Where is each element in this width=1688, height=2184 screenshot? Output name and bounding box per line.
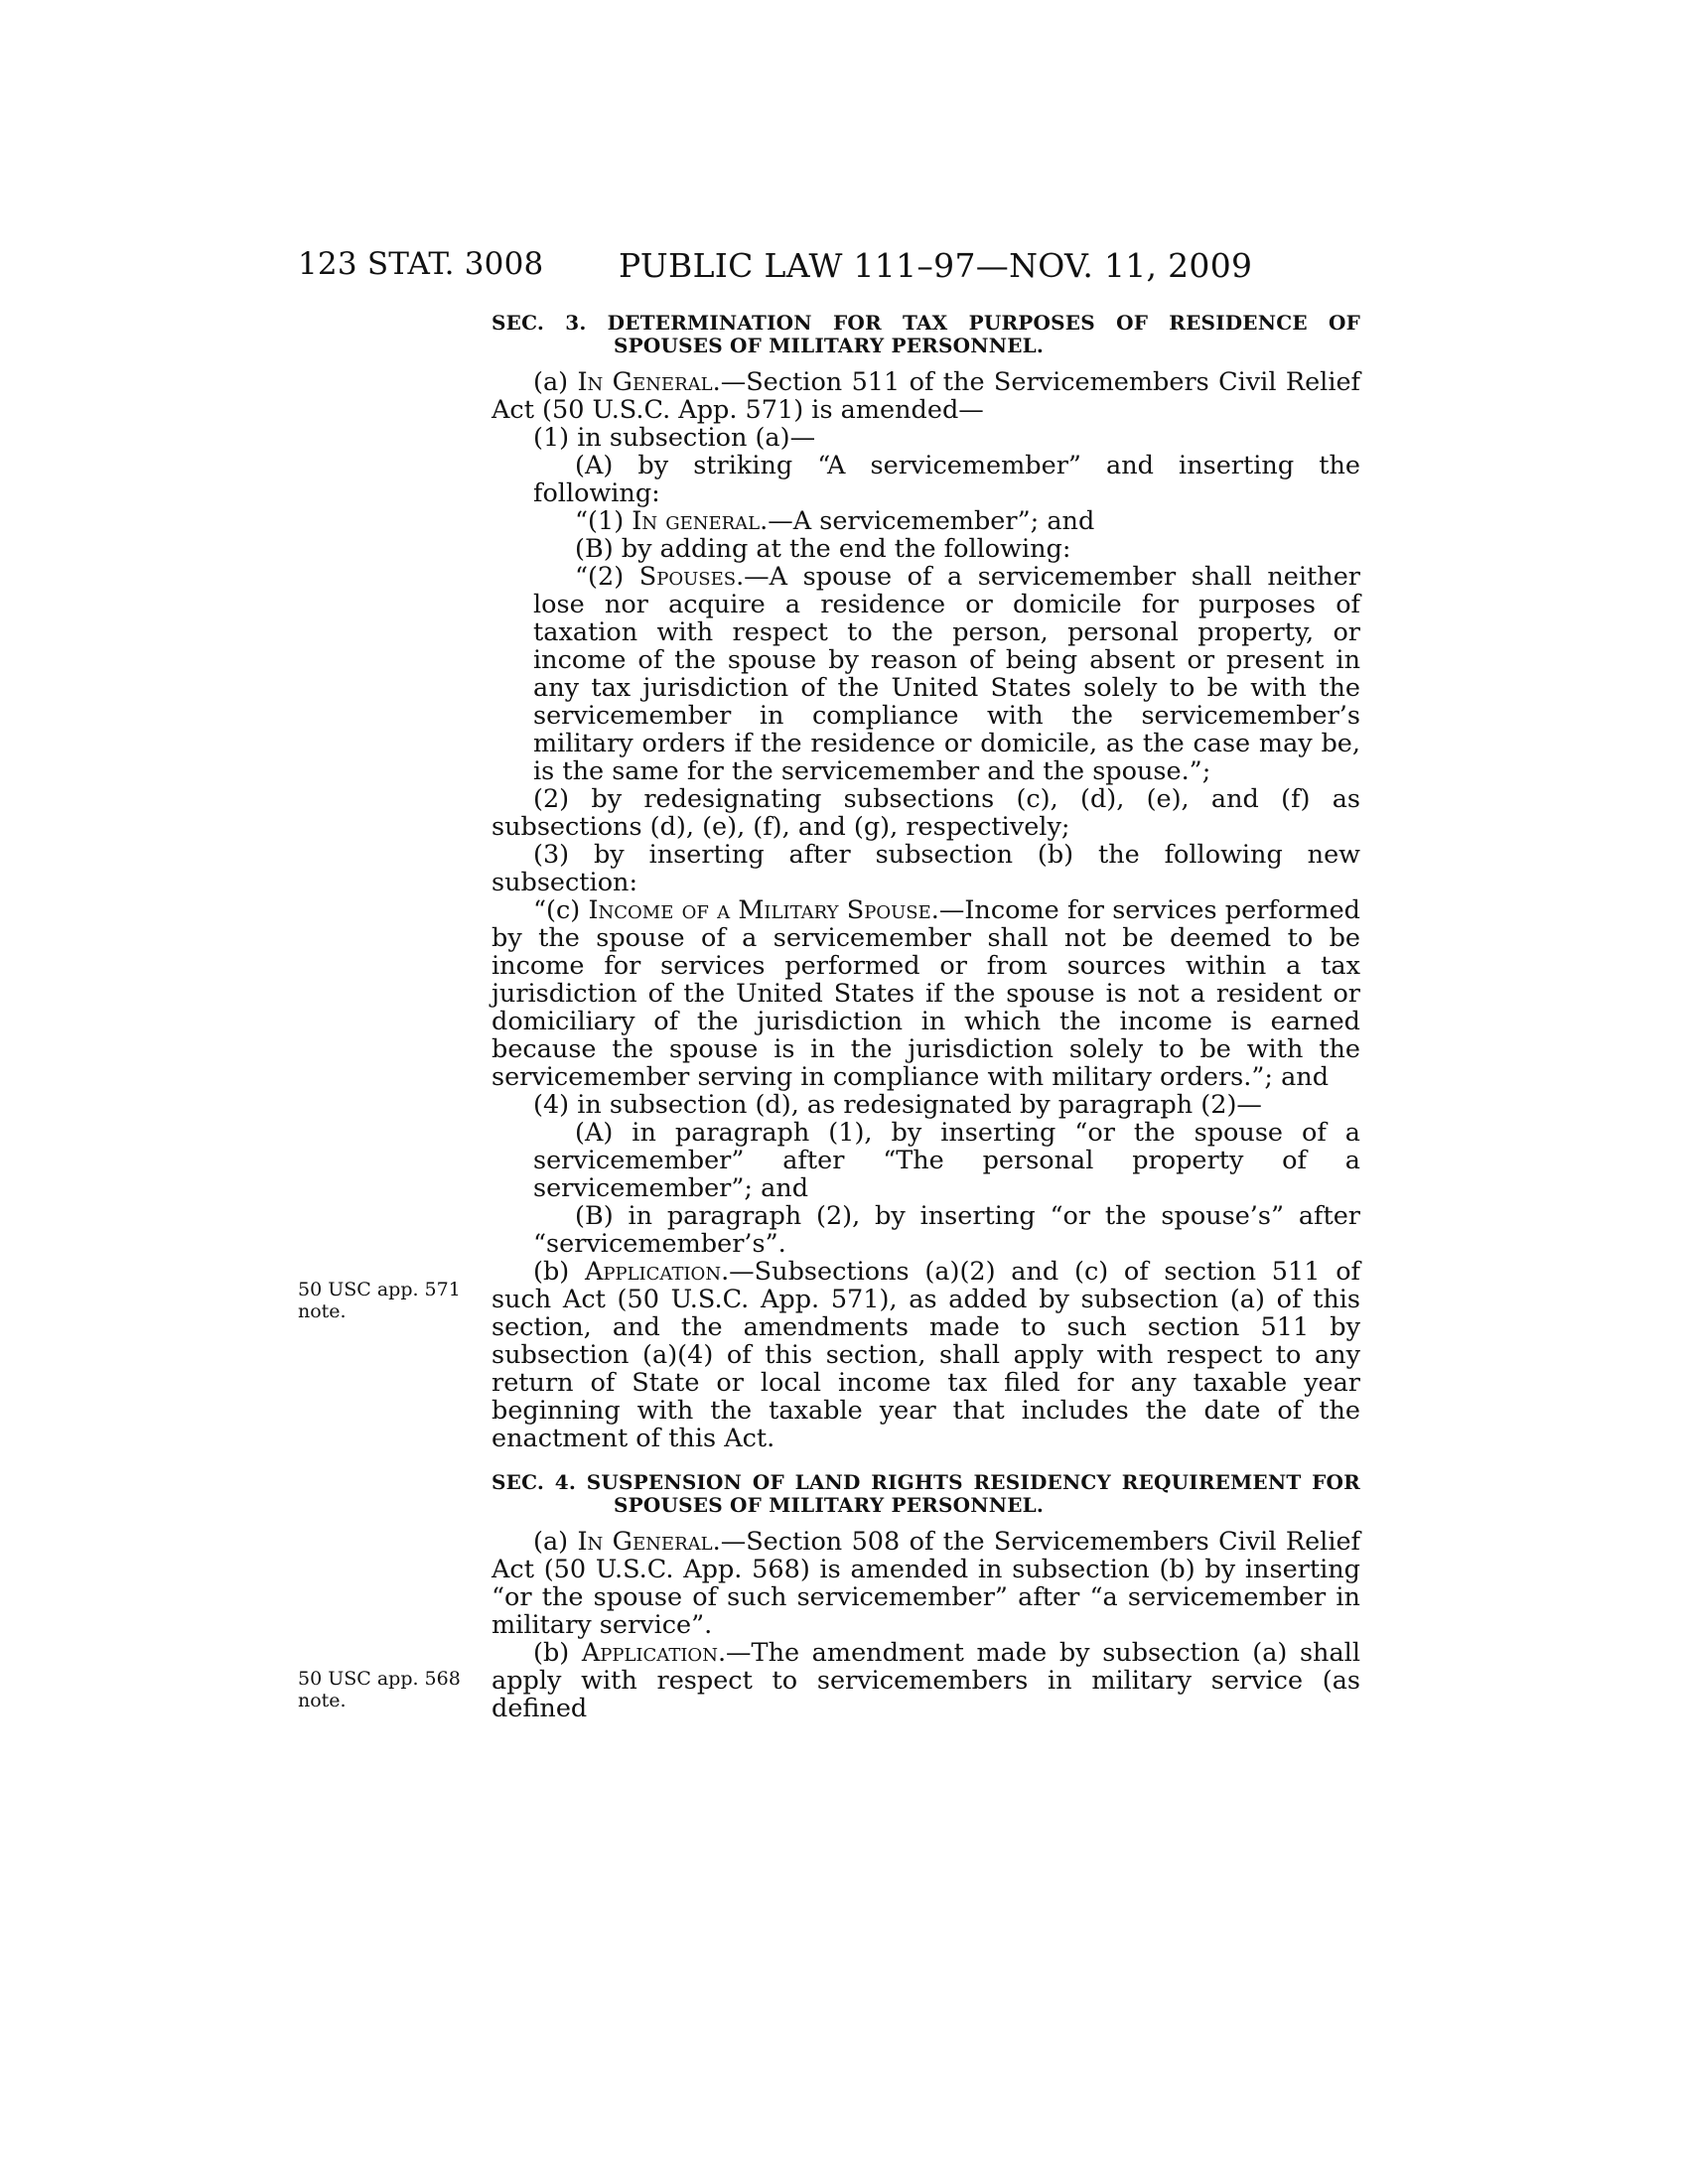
sec3-paragraph-4: (4) in subsection (d), as redesignated by paragraph (2)— <box>533 1090 1262 1120</box>
sec3-paragraph-1: (1) in subsection (a)— <box>533 423 816 453</box>
statute-reference: 123 STAT. 3008 <box>298 246 544 282</box>
margin-note-usc-571: 50 USC app. 571 note. <box>298 1279 461 1322</box>
section-3-heading: SEC. 3. DETERMINATION FOR TAX PURPOSES OF RESIDENCE OF SPOUSES OF MILITARY PERSONNEL. <box>492 311 1360 357</box>
quoted-paragraph-1: “(1) In general.—A servicemember”; and <box>575 506 1095 536</box>
sec3-subparagraph-1B: (B) by adding at the end the following: <box>575 534 1071 564</box>
sec3-subparagraph-4A: (A) in paragraph (1), by inserting “or the spouse of a servicemember” after “The personal property of a servicemember”; and <box>533 1118 1360 1203</box>
sec4-subsection-a: (a) In General.—Section 508 of the Servicemembers Civil Relief Act (50 U.S.C. App. 568) is amended in subsection (b) by inserting “or the spouse of such servicemember” after “a servicemember in military service”. <box>492 1527 1360 1640</box>
sec4-subsection-b: (b) Application.—The amendment made by subsection (a) shall apply with respect to servicemembers in military service (as defined <box>492 1638 1360 1723</box>
caption-spouses: Spouses <box>638 562 737 592</box>
quoted-subsection-c: “(c) Income of a Military Spouse.—Income for services performed by the spouse of a servicemember shall not be deemed to be income for services performed or from sources within a tax jurisdiction of the United States if the spouse is not a resident or domiciliary of the jurisdiction in which the income is earned because the spouse is in the jurisdiction solely to be with the servicemember serving in compliance with military orders.”; and <box>492 895 1360 1092</box>
sec3-subparagraph-1A: (A) by striking “A servicemember” and inserting the following: <box>533 451 1360 508</box>
sec3-paragraph-2: (2) by redesignating subsections (c), (d), (e), and (f) as subsections (d), (e), (f), and (g), respectively; <box>492 784 1360 842</box>
quoted-paragraph-2-spouses: “(2) Spouses.—A spouse of a servicemember shall neither lose nor acquire a residence or domicile for purposes of taxation with respect to the person, personal property, or income of the spouse by reason of being absent or present in any tax jurisdiction of the United States solely to be with the servicemember in compliance with the servicemember’s military orders if the residence or domicile, as the case may be, is the same for the servicemember and the spouse.”; <box>533 562 1360 786</box>
caption-in-general: In General <box>577 367 713 397</box>
sec3-subparagraph-4B: (B) in paragraph (2), by inserting “or the spouse’s” after “servicemember’s”. <box>533 1201 1360 1259</box>
margin-note-usc-568: 50 USC app. 568 note. <box>298 1668 461 1711</box>
page-header <box>298 246 1360 292</box>
sec3-subsection-a: (a) In General.—Section 511 of the Servicemembers Civil Relief Act (50 U.S.C. App. 571) is amended— <box>492 367 1360 425</box>
caption-in-general-quoted: In general <box>632 506 761 536</box>
caption-application: Application <box>584 1257 722 1287</box>
sec3-paragraph-3: (3) by inserting after subsection (b) the following new subsection: <box>492 840 1360 897</box>
body-column <box>492 308 1360 1722</box>
caption-income-of-a-military-spouse: Income of a Military Spouse <box>588 895 931 925</box>
section-4-heading: SEC. 4. SUSPENSION OF LAND RIGHTS RESIDENCY REQUIREMENT FOR SPOUSES OF MILITARY PERSONNEL. <box>492 1470 1360 1517</box>
sec3-subsection-b: (b) Application.—Subsections (a)(2) and (c) of section 511 of such Act (50 U.S.C. App. 571), as added by subsection (a) of this section, and the amendments made to such section 511 by subsection (a)(4) of this section, shall apply with respect to any return of State or local income tax filed for any taxable year beginning with the taxable year that includes the date of the enactment of this Act. <box>492 1257 1360 1453</box>
caption-application-sec4: Application <box>581 1638 718 1668</box>
public-law-title: PUBLIC LAW 111–97—NOV. 11, 2009 <box>619 246 1253 285</box>
caption-in-general-sec4: In General <box>577 1527 713 1557</box>
